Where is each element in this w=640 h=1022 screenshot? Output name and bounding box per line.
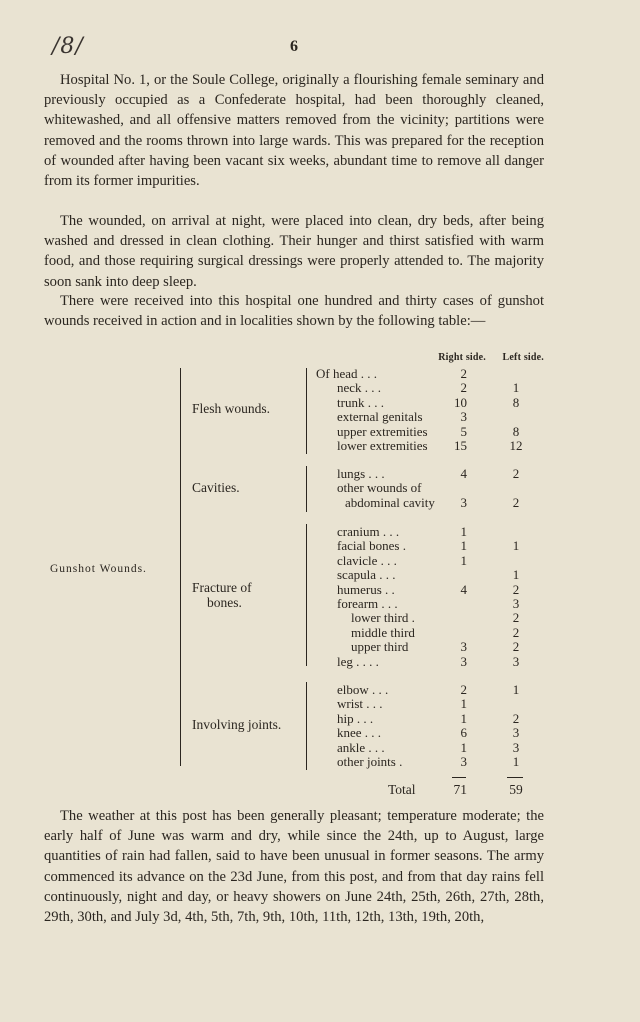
total-rule-right <box>452 777 466 778</box>
row-right-side-value: 4 <box>460 466 467 481</box>
row-left-side-value: 8 <box>512 394 520 410</box>
row-label: middle third <box>351 624 415 640</box>
row-label: hip . . . <box>337 710 374 726</box>
row-left-side-value: 2 <box>512 466 520 481</box>
row-right-side-value: 1 <box>460 696 467 712</box>
main-category-label: Gunshot Wounds. <box>50 563 147 575</box>
row-right-side-value: 1 <box>460 739 467 755</box>
row-left-side-value: 1 <box>512 380 520 396</box>
row-left-side-value: 3 <box>512 596 520 611</box>
row-label: forearm . . . <box>337 596 398 611</box>
row-left-side-value: 3 <box>512 739 520 755</box>
row-right-side-value: 1 <box>460 710 467 726</box>
handwritten-page-mark: /8/ <box>52 34 84 59</box>
row-right-side-value: 10 <box>454 394 467 410</box>
row-label: external genitals <box>337 409 423 425</box>
group-label-flesh-wounds: Flesh wounds. <box>192 401 271 416</box>
row-label: upper extremities <box>337 423 428 439</box>
group-label-fracture: Fracture of <box>192 580 252 595</box>
group-brace-joints <box>306 682 307 770</box>
row-right-side-value: 2 <box>460 682 467 697</box>
row-label: leg . . . . <box>337 653 379 669</box>
total-rule-left <box>507 777 523 778</box>
row-right-side-value: 6 <box>460 725 467 741</box>
total-right-side: 71 <box>453 782 467 797</box>
total-label: Total <box>388 782 416 797</box>
row-label: other wounds of <box>337 480 422 496</box>
row-left-side-value: 1 <box>512 682 520 697</box>
row-right-side-value: 3 <box>460 653 467 669</box>
row-left-side-value: 2 <box>512 710 520 726</box>
paragraph-wounded-arrival: The wounded, on arrival at night, were placed into clean, dry beds, after being washed and dressed in clean clothing. Their hunger and thirst satisfied with warm food, and those requiring surgical dressings were properly attended to. The majority soon sank into deep sleep. <box>44 213 544 290</box>
group-label-involving-joints: Involving joints. <box>192 717 282 732</box>
header-right-side: Right side. <box>438 352 486 363</box>
paragraph-weather: The weather at this post has been generally pleasant; temperature moderate; the early half of June was warm and dry, while since the 24th, up to August, large quantities of rain had fallen, said to have been unusual in former seasons. The army commenced its advance on the 23d June, from this post, and from that day rains fell continuously, night and day, or heavy showers on June 24th, 25th, 26th, 27th, 28th, 29th, 30th, and July 3d, 4th, 5th, 7th, 9th, 10th, 11th, 12th, 13th, 19th, 20th, <box>44 808 544 926</box>
group-brace-fracture <box>306 524 307 666</box>
row-left-side-value: 1 <box>512 538 520 554</box>
row-left-side-value: 3 <box>512 653 520 669</box>
row-right-side-value: 2 <box>460 380 467 396</box>
row-label: scapula . . . <box>337 567 396 583</box>
row-label: facial bones . <box>337 538 406 554</box>
row-left-side-value: 1 <box>512 754 520 769</box>
row-label: lower extremities <box>337 438 428 453</box>
row-label: other joints . <box>337 754 403 769</box>
row-right-side-value: 1 <box>460 552 467 568</box>
row-left-side-value: 2 <box>512 624 520 640</box>
row-left-side-value: 8 <box>512 423 520 439</box>
row-label: ankle . . . <box>337 739 385 755</box>
row-label: lower third . <box>351 610 415 626</box>
row-left-side-value: 2 <box>512 494 520 510</box>
row-label: clavicle . . . <box>337 552 397 568</box>
row-right-side-value: 5 <box>460 423 467 439</box>
row-right-side-value: 3 <box>460 639 467 655</box>
row-left-side-value: 2 <box>512 581 520 597</box>
paragraph-hospital-description: Hospital No. 1, or the Soule College, originally a flourishing female seminary and previously occupied as a Confederate hospital, had been thoroughly cleaned, whitewashed, and all offensive matters removed from the vicinity; partitions were removed and the rooms thrown into large wards. This was prepared for the reception of wounded after having been vacant six weeks, abundant time to remove all danger from its former impurities. <box>44 72 544 190</box>
group-brace-cavities <box>306 466 307 512</box>
row-label: trunk . . . <box>337 394 384 410</box>
row-label: neck . . . <box>337 380 382 396</box>
group-label-fracture-line2: bones. <box>207 595 242 610</box>
row-label: humerus . . <box>337 581 395 597</box>
row-right-side-value: 4 <box>460 581 467 597</box>
row-left-side-value: 2 <box>512 610 520 626</box>
row-label: knee . . . <box>337 725 382 741</box>
row-label: elbow . . . <box>337 682 389 697</box>
main-brace <box>180 368 181 766</box>
header-left-side: Left side. <box>502 352 544 363</box>
paragraph-table-intro: There were received into this hospital one hundred and thirty cases of gunshot wounds received in action and in localities shown by the following table:— <box>44 293 544 330</box>
row-right-side-value: 1 <box>460 538 467 554</box>
row-right-side-value: 15 <box>454 438 467 453</box>
group-brace-flesh <box>306 368 307 454</box>
row-label: upper third <box>351 639 409 655</box>
page-number: 6 <box>290 38 298 55</box>
row-label: lungs . . . <box>337 466 385 481</box>
row-label: abdominal cavity <box>345 494 435 510</box>
row-right-side-value: 1 <box>460 524 467 539</box>
row-right-side-value: 3 <box>460 754 467 769</box>
row-right-side-value: 2 <box>460 366 467 381</box>
row-left-side-value: 1 <box>512 567 520 583</box>
row-left-side-value: 12 <box>509 438 523 453</box>
group-label-cavities: Cavities. <box>192 480 240 495</box>
row-right-side-value: 3 <box>460 494 467 510</box>
row-label: wrist . . . <box>337 696 383 712</box>
row-label: cranium . . . <box>337 524 400 539</box>
row-left-side-value: 3 <box>512 725 520 741</box>
row-right-side-value: 3 <box>460 409 467 425</box>
row-left-side-value: 2 <box>512 639 520 655</box>
total-left-side: 59 <box>509 782 523 797</box>
row-label: Of head . . . <box>316 366 378 381</box>
